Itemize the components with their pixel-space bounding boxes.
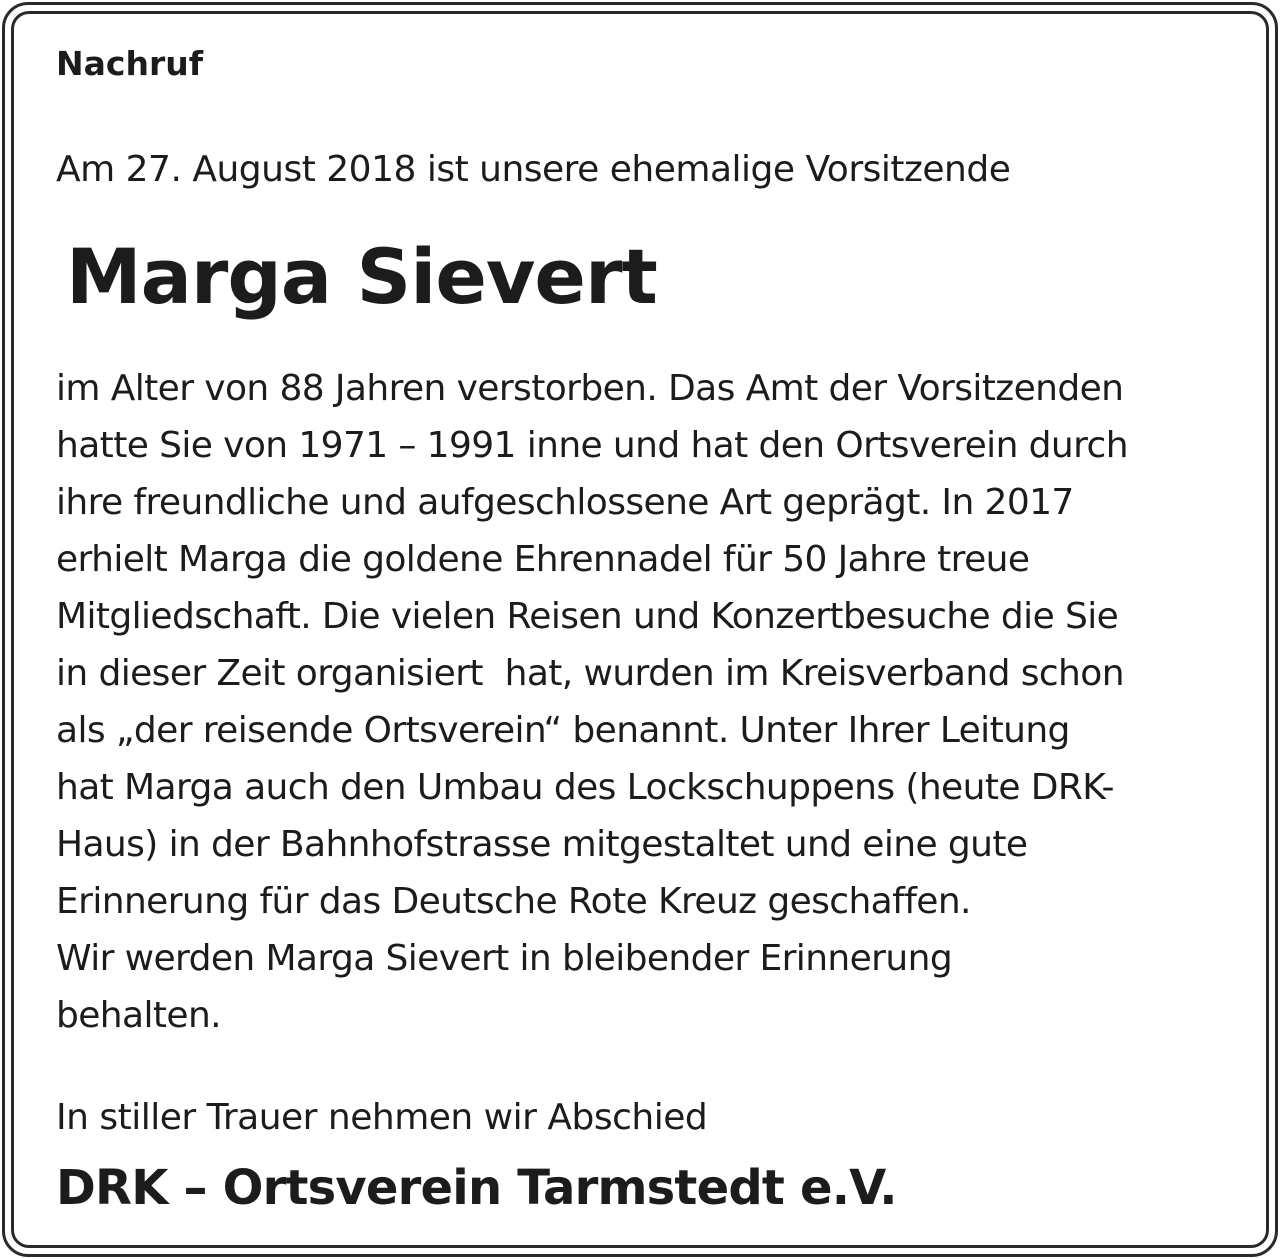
body-line: behalten. bbox=[56, 995, 222, 1036]
deceased-name: Marga Sievert bbox=[66, 232, 657, 321]
body-line: hatte Sie von 1971 – 1991 inne und hat den Ortsverein durch bbox=[56, 425, 1128, 466]
body-line: Erinnerung für das Deutsche Rote Kreuz geschaffen. bbox=[56, 881, 971, 922]
notice-heading: Nachruf bbox=[56, 44, 204, 83]
body-line: in dieser Zeit organisiert hat, wurden im Kreisverband schon bbox=[56, 653, 1124, 694]
body-line: im Alter von 88 Jahren verstorben. Das Amt der Vorsitzenden bbox=[56, 368, 1124, 409]
body-line: ihre freundliche und aufgeschlossene Art geprägt. In 2017 bbox=[56, 482, 1074, 523]
closing-text: In stiller Trauer nehmen wir Abschied bbox=[56, 1097, 708, 1138]
body-line: als „der reisende Ortsverein“ benannt. Unter Ihrer Leitung bbox=[56, 710, 1070, 751]
body-line: Wir werden Marga Sievert in bleibender Erinnerung bbox=[56, 938, 953, 979]
body-paragraph bbox=[56, 360, 1128, 1044]
body-line: Mitgliedschaft. Die vielen Reisen und Konzertbesuche die Sie bbox=[56, 596, 1119, 637]
organization-name: DRK – Ortsverein Tarmstedt e.V. bbox=[56, 1160, 897, 1216]
body-line: erhielt Marga die goldene Ehrennadel für 50 Jahre treue bbox=[56, 539, 1030, 580]
intro-text: Am 27. August 2018 ist unsere ehemalige Vorsitzende bbox=[56, 149, 1011, 190]
body-line: hat Marga auch den Umbau des Lockschuppens (heute DRK- bbox=[56, 767, 1114, 808]
body-line: Haus) in der Bahnhofstrasse mitgestaltet und eine gute bbox=[56, 824, 1028, 865]
